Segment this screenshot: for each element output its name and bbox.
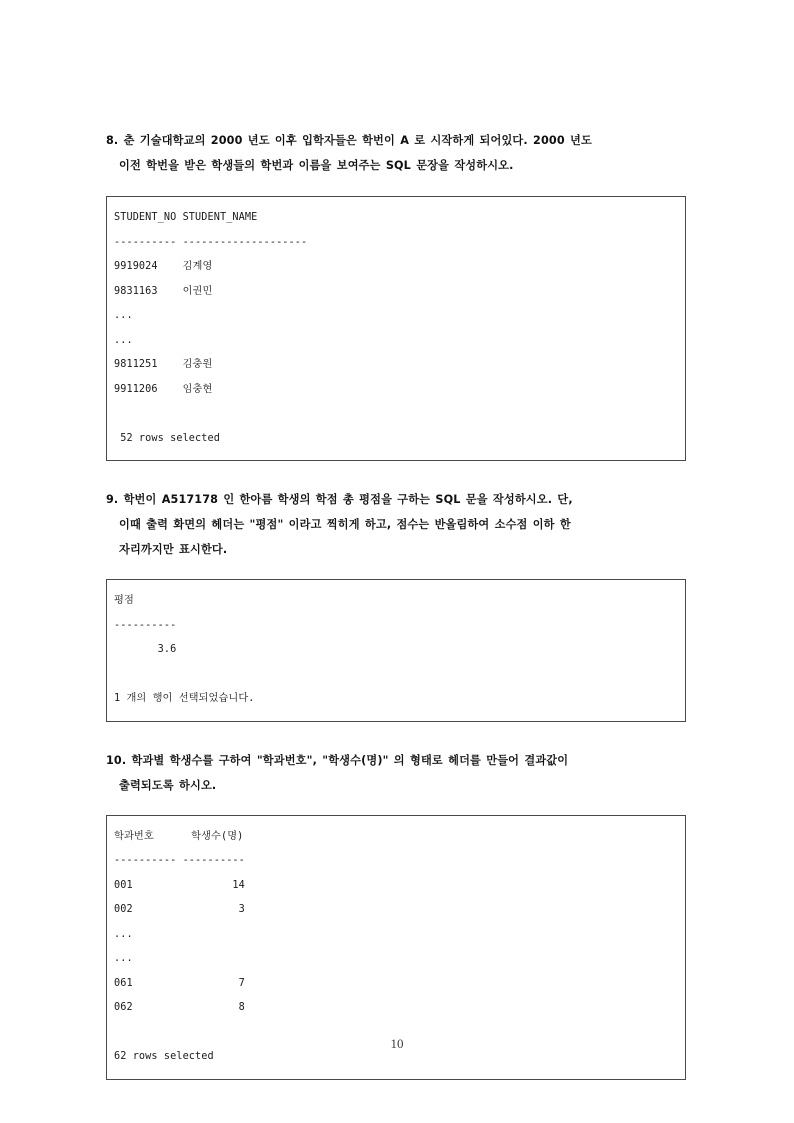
student-query-result-box [106, 196, 686, 461]
question-9-line-1: 9. 학번이 A517178 인 한아름 학생의 학점 총 평점을 구하는 SQL 문을 작성하시오. 단, [106, 493, 573, 506]
output-line: 9811251 김충원 [114, 359, 213, 370]
output-line: 3.6 [114, 644, 177, 655]
output-line: ... [114, 310, 133, 321]
output-line: 9831163 이권민 [114, 285, 213, 297]
output-line: 9911206 임충현 [114, 383, 213, 395]
output-line: ---------- -------------------- [114, 236, 308, 248]
output-line-blank [114, 402, 685, 427]
question-9-line-2: 이때 출력 화면의 헤더는 "평점" 이라고 찍히게 하고, 점수는 반올림하여 소수점 이하 한 [119, 518, 571, 531]
question-10-line-2: 출력되도록 하시오. [119, 778, 217, 792]
output-line: 062 8 [114, 1002, 245, 1013]
output-line: 002 3 [114, 904, 245, 915]
output-line: ---------- ---------- [114, 855, 245, 866]
question-8-text [106, 128, 686, 178]
output-row-count: 52 rows selected [114, 432, 220, 444]
question-8-line-2: 이전 학번을 받은 학생들의 학번과 이름을 보여주는 SQL 문장을 작성하시오. [119, 159, 514, 172]
output-line: ---------- [114, 619, 177, 631]
output-line: 061 7 [114, 977, 245, 989]
output-line: 학과번호 학생수(명) [114, 830, 244, 842]
question-9-line-3: 자리까지만 표시한다. [119, 543, 228, 556]
output-row-count: 62 rows selected [114, 1051, 214, 1062]
output-line: 9919024 김계영 [114, 261, 213, 272]
question-10-line-1: 10. 학과별 학생수를 구하여 "학과번호", "학생수(명)" 의 형태로 헤더를 만들어 결과값이 [106, 753, 569, 767]
gpa-query-result-box [106, 579, 686, 722]
output-line: ... [114, 334, 133, 346]
content-column [106, 128, 686, 1080]
output-line: ... [114, 928, 133, 940]
output-line: STUDENT_NO STUDENT_NAME [114, 212, 258, 223]
output-row-count: 1 개의 행이 선택되었습니다. [114, 693, 255, 704]
output-line: 001 14 [114, 879, 245, 891]
page-number: 10 [390, 1036, 404, 1051]
question-10-text [106, 748, 686, 798]
question-8-line-1: 8. 춘 기술대학교의 2000 년도 이후 입학자들은 학번이 A 로 시작하게 되어있다. 2000 년도 [106, 134, 592, 147]
output-line-blank [114, 663, 685, 688]
output-line: ... [114, 953, 133, 964]
question-9-text [106, 487, 686, 562]
output-line: 평점 [114, 595, 134, 606]
